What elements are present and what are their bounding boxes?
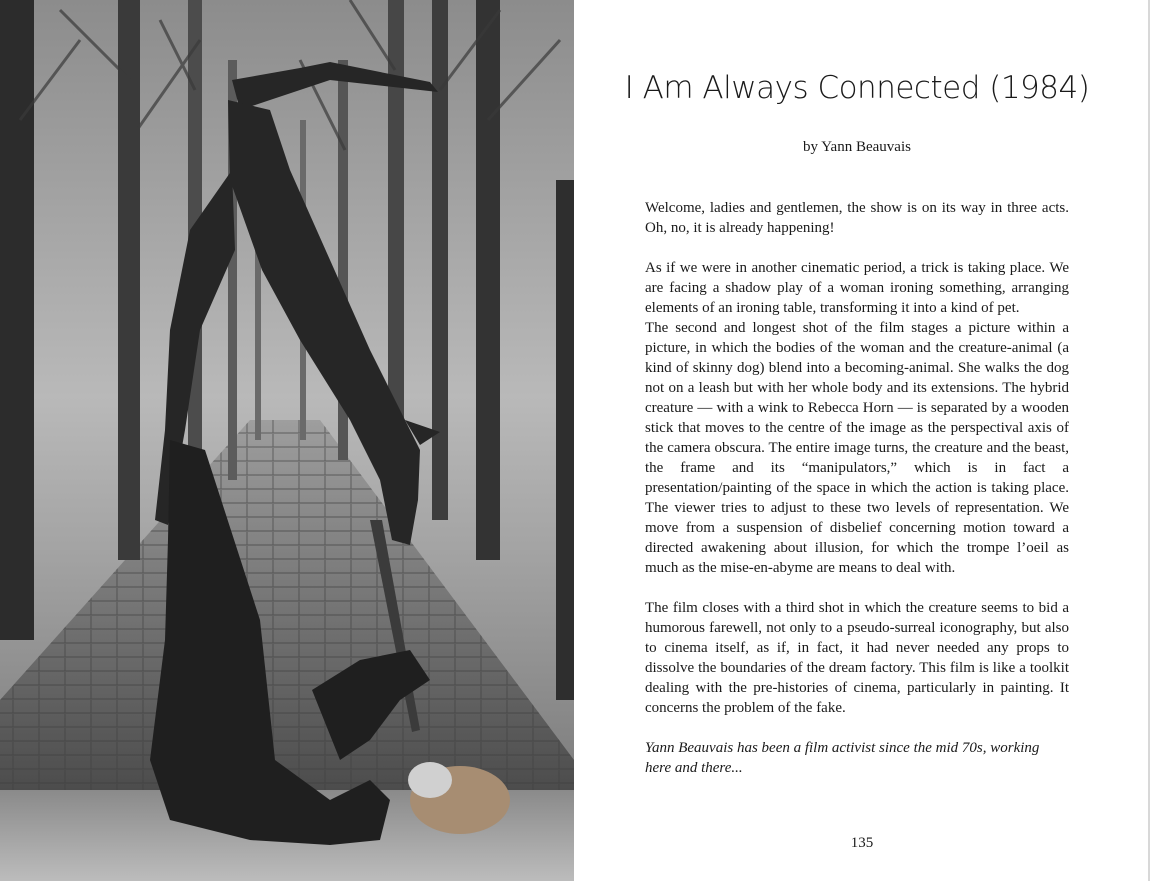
paragraph: Welcome, ladies and gentlemen, the show is on its way in three acts. Oh, no, it is already happening! [645, 200, 1069, 236]
text-page [574, 0, 1150, 881]
article-byline: by Yann Beauvais [803, 139, 911, 155]
paragraph: As if we were in another cinematic period, a trick is taking place. We are facing a shadow play of a woman ironing something, arranging elements of an ironing table, transforming it into a kind of pet. [645, 260, 1069, 316]
article-title: I Am Always Connected (1984) [624, 70, 1090, 106]
page-number: 135 [850, 835, 874, 851]
film-still-photograph [0, 0, 574, 881]
paragraph: The second and longest shot of the film stages a picture within a picture, in which the bodies of the woman and the creature-animal (a kind of skinny dog) blend into a becoming-animal. She walks the dog not on a leash but with her whole body and its extensions. The hybrid creature — with a wink to Rebecca Horn — is separated by a wooden stick that moves to the centre of the image as the perspectival axis of the camera obscura. The entire image turns, the creature and the beast, the frame and its “manipulators,” which is in fact a presentation/painting of the space in which the action is taking place. The viewer tries to adjust to these two levels of representation. We move from a suspension of disbelief concerning motion toward a directed awakening about illusion, for which the trompe l’oeil as much as the mise-en-abyme are means to deal with. [645, 320, 1069, 576]
article-body [645, 198, 1069, 778]
paragraph: The film closes with a third shot in which the creature seems to bid a humorous farewell, not only to a pseudo-surreal iconography, but also to cinema itself, as if, in fact, it had never needed any props to dissolve the boundaries of the dream factory. This film is like a toolkit dealing with the pre-histories of cinema, particularly in painting. It concerns the problem of the fake. [645, 600, 1069, 716]
photo-illustration [0, 0, 574, 881]
author-bio: Yann Beauvais has been a film activist since the mid 70s, working here and there... [645, 740, 1040, 776]
